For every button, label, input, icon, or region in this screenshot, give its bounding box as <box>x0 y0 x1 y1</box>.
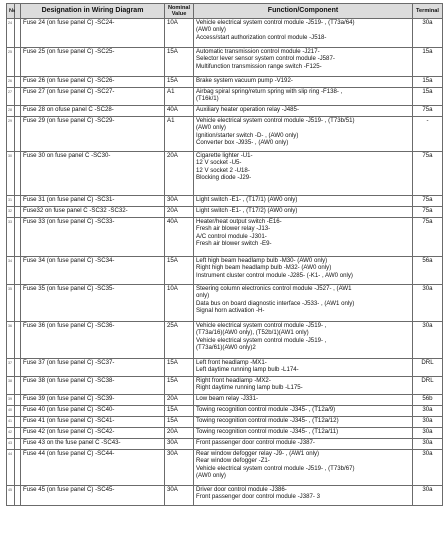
row-number: 42 <box>7 428 15 439</box>
fuse-function <box>194 377 413 395</box>
fuse-terminal: 30a <box>413 417 443 428</box>
row-number: 36 <box>7 322 15 359</box>
function-line: A/C control module -J301- <box>196 232 267 240</box>
fuse-terminal: DRL <box>413 377 443 395</box>
function-line: (T73a/61)(AW0 only)2 <box>196 343 256 351</box>
fuse-rating: 20A <box>165 428 194 439</box>
table-row <box>7 218 443 257</box>
fuse-designation: Fuse 25 (on fuse panel C) -SC25- <box>21 48 165 77</box>
function-line: Fresh air blower switch -E9- <box>196 239 272 247</box>
fuse-designation: Fuse 28 on ofuse panel C -SC28- <box>21 106 165 117</box>
function-line: Selector lever sensor system control module -J587- <box>196 55 335 63</box>
function-line: (T16k/1) <box>196 95 219 103</box>
fuse-rating: 15A <box>165 257 194 285</box>
function-line: Auxiliary heater operation relay -J485- <box>196 106 299 113</box>
table-row <box>7 207 443 218</box>
table-row <box>7 196 443 207</box>
table-row <box>7 117 443 152</box>
fuse-rating: 30A <box>165 439 194 450</box>
fuse-terminal: 15a <box>413 77 443 88</box>
header-terminal: Terminal <box>413 4 443 19</box>
fuse-rating: A1 <box>165 88 194 106</box>
fuse-rating: 15A <box>165 359 194 377</box>
fuse-rating: 15A <box>165 417 194 428</box>
function-line: Left front headlamp -MX1- <box>196 359 267 366</box>
function-line: Multifunction transmission range switch -F125- <box>196 62 322 70</box>
row-number: 29 <box>7 117 15 152</box>
fuse-designation: Fuse 37 (on fuse panel C) -SC37- <box>21 359 165 377</box>
fuse-function <box>194 152 413 196</box>
function-line: Left high beam headlamp bulb -M30- (AW0 only) <box>196 257 328 264</box>
fuse-designation: Fuse 33 (on fuse panel C) -SC33- <box>21 218 165 257</box>
fuse-designation: Fuse 39 (on fuse panel C) -SC39- <box>21 395 165 406</box>
function-line: Light switch -E1- , (T17/2) (AW0 only) <box>196 207 298 214</box>
function-line: Automatic transmission control module -J217- <box>196 48 320 55</box>
function-line: Brake system vacuum pump -V192- <box>196 77 293 84</box>
fuse-rating: 15A <box>165 48 194 77</box>
fuse-terminal: 75a <box>413 207 443 218</box>
fuse-function <box>194 48 413 77</box>
row-number: 39 <box>7 395 15 406</box>
function-line: Driver door control module -J386- <box>196 486 287 493</box>
row-number: 32 <box>7 207 15 218</box>
fuse-rating: 25A <box>165 322 194 359</box>
table-row <box>7 417 443 428</box>
table-row <box>7 19 443 48</box>
fuse-designation: Fuse 42 (on fuse panel C) -SC42- <box>21 428 165 439</box>
fuse-designation: Fuse32 on fuse panel C -SC32 -SC32- <box>21 207 165 218</box>
row-number: 43 <box>7 439 15 450</box>
fuse-terminal: 75a <box>413 106 443 117</box>
function-line: Access/start authorization control module -J518- <box>196 33 327 41</box>
function-line: Low beam relay -J331- <box>196 395 258 402</box>
row-number: 45 <box>7 486 15 506</box>
function-line: Vehicle electrical system control module -J519- , <box>196 336 327 344</box>
fuse-terminal: 30a <box>413 322 443 359</box>
function-line: Rear window defogger -Z1- <box>196 457 270 465</box>
row-number: 40 <box>7 406 15 417</box>
fuse-terminal: 15a <box>413 88 443 106</box>
fuse-designation: Fuse 27 (on fuse panel C) -SC27- <box>21 88 165 106</box>
function-line: Right high beam headlamp bulb -M32- (AW0 only) <box>196 264 332 272</box>
function-line: Fresh air blower relay -J13- <box>196 225 271 233</box>
table-row <box>7 257 443 285</box>
row-number: 31 <box>7 196 15 207</box>
row-number: 27 <box>7 88 15 106</box>
table-row <box>7 48 443 77</box>
row-number: 26 <box>7 77 15 88</box>
fuse-function <box>194 88 413 106</box>
fuse-function <box>194 106 413 117</box>
row-number: 35 <box>7 285 15 322</box>
fuse-function <box>194 257 413 285</box>
fuse-rating: 20A <box>165 207 194 218</box>
table-row <box>7 395 443 406</box>
function-line: 12 V socket -U5- <box>196 159 242 167</box>
function-line: Front passenger door control module -J387- 3 <box>196 493 320 501</box>
function-line: Towing recognition control module -J345- , (T12a/9) <box>196 406 336 413</box>
fuse-terminal: 30a <box>413 406 443 417</box>
fuse-table-body <box>7 19 443 506</box>
function-line: Steering column electronics control module -J527- , (AW1 <box>196 285 352 292</box>
function-line: Left daytime running lamp bulb -L174- <box>196 366 299 374</box>
fuse-terminal: 75a <box>413 196 443 207</box>
function-line: 12 V socket 2 -U18- <box>196 166 250 174</box>
fuse-designation: Fuse 30 on fuse panel C -SC30- <box>21 152 165 196</box>
fuse-function <box>194 218 413 257</box>
fuse-rating: 30A <box>165 486 194 506</box>
function-line: Data bus on board diagnostic interface -J533- , (AW1 only) <box>196 299 355 307</box>
function-line: Heater/heat output switch -E16- <box>196 218 282 225</box>
header-designation: Designation in Wiring Diagram <box>21 4 165 19</box>
fuse-rating: 40A <box>165 218 194 257</box>
function-line: Vehicle electrical system control module -J519- , (T73b/51) <box>196 117 355 124</box>
fuse-designation: Fuse 26 (on fuse panel C) -SC26- <box>21 77 165 88</box>
function-line: Towing recognition control module -J345- , (T12a/12) <box>196 417 339 424</box>
fuse-function <box>194 406 413 417</box>
fuse-designation: Fuse 41 (on fuse panel C) -SC41- <box>21 417 165 428</box>
function-line: (AW0 only) <box>196 26 226 34</box>
fuse-terminal: 56b <box>413 395 443 406</box>
table-header-row <box>7 4 443 19</box>
row-number: 44 <box>7 450 15 486</box>
fuse-function <box>194 285 413 322</box>
fuse-terminal: 75a <box>413 152 443 196</box>
fuse-designation: Fuse 43 on the fuse panel C -SC43- <box>21 439 165 450</box>
fuse-designation: Fuse 29 (on fuse panel C) -SC29- <box>21 117 165 152</box>
row-number: 28 <box>7 106 15 117</box>
table-row <box>7 285 443 322</box>
function-line: Airbag spiral spring/return spring with slip ring -F138- , <box>196 88 343 95</box>
fuse-rating: 30A <box>165 450 194 486</box>
function-line: Towing recognition control module -J345- , (T12a/11) <box>196 428 339 435</box>
fuse-designation: Fuse 38 (on fuse panel C) -SC38- <box>21 377 165 395</box>
table-row <box>7 439 443 450</box>
header-rating: Nominal Value <box>165 4 194 19</box>
header-function: Function/Component <box>194 4 413 19</box>
function-line: Right front headlamp -MX2- <box>196 377 271 384</box>
function-line: Vehicle electrical system control module -J519- , (T73b/67) <box>196 464 355 472</box>
fuse-function <box>194 417 413 428</box>
fuse-rating: 10A <box>165 19 194 48</box>
fuse-function <box>194 359 413 377</box>
function-line: only) <box>196 292 210 300</box>
fuse-rating: 30A <box>165 196 194 207</box>
fuse-designation: Fuse 36 (on fuse panel C) -SC36- <box>21 322 165 359</box>
fuse-rating: A1 <box>165 117 194 152</box>
fuse-terminal: 56a <box>413 257 443 285</box>
row-number: 34 <box>7 257 15 285</box>
table-row <box>7 486 443 506</box>
fuse-rating: 15A <box>165 77 194 88</box>
function-line: Converter box -J935- , (AW0 only) <box>196 138 289 146</box>
function-line: Vehicle electrical system control module -J519- , (T73a/64) <box>196 19 355 26</box>
fuse-rating: 10A <box>165 285 194 322</box>
function-line: (AW0 only) <box>196 124 226 132</box>
table-row <box>7 450 443 486</box>
fuse-function <box>194 450 413 486</box>
fuse-terminal: - <box>413 117 443 152</box>
function-line: (AW0 only) <box>196 471 226 479</box>
row-number: 24 <box>7 19 15 48</box>
fuse-rating: 15A <box>165 406 194 417</box>
fuse-function <box>194 19 413 48</box>
row-number: 37 <box>7 359 15 377</box>
function-line: Instrument cluster control module -J285- (-K1- , AW0 only) <box>196 271 353 279</box>
row-number: 25 <box>7 48 15 77</box>
fuse-designation: Fuse 44 (on fuse panel C) -SC44- <box>21 450 165 486</box>
table-row <box>7 106 443 117</box>
function-line: Front passenger door control module -J387- <box>196 439 315 446</box>
fuse-function <box>194 77 413 88</box>
fuse-rating: 20A <box>165 152 194 196</box>
header-number: № <box>7 4 15 19</box>
fuse-designation: Fuse 40 (on fuse panel C) -SC40- <box>21 406 165 417</box>
function-line: Vehicle electrical system control module -J519- , <box>196 322 327 329</box>
fuse-terminal: 30a <box>413 285 443 322</box>
fuse-rating: 40A <box>165 106 194 117</box>
fuse-terminal: 30a <box>413 19 443 48</box>
fuse-table <box>6 3 443 506</box>
fuse-terminal: 15a <box>413 48 443 77</box>
function-line: Signal horn activation -H- <box>196 306 265 314</box>
table-row <box>7 152 443 196</box>
fuse-table-page <box>6 3 442 506</box>
fuse-function <box>194 322 413 359</box>
fuse-terminal: 75a <box>413 218 443 257</box>
fuse-function <box>194 486 413 506</box>
fuse-terminal: 30a <box>413 486 443 506</box>
function-line: Rear window defogger relay -J9- , (AW1 only) <box>196 450 320 457</box>
fuse-designation: Fuse 45 (on fuse panel C) -SC45- <box>21 486 165 506</box>
table-row <box>7 322 443 359</box>
fuse-rating: 20A <box>165 395 194 406</box>
row-number: 33 <box>7 218 15 257</box>
table-row <box>7 406 443 417</box>
function-line: Right daytime running lamp bulb -L175- <box>196 384 303 392</box>
fuse-function <box>194 207 413 218</box>
fuse-function <box>194 439 413 450</box>
fuse-designation: Fuse 34 (on fuse panel C) -SC34- <box>21 257 165 285</box>
function-line: Blocking diode -J29- <box>196 173 252 181</box>
fuse-function <box>194 395 413 406</box>
function-line: Ignition/starter switch -D- , (AW0 only) <box>196 131 299 139</box>
row-number: 30 <box>7 152 15 196</box>
fuse-terminal: 30a <box>413 439 443 450</box>
table-row <box>7 428 443 439</box>
fuse-function <box>194 428 413 439</box>
function-line: (T73a/16)(AW0 only), (T52b/1)(AW1 only) <box>196 329 309 337</box>
function-line: Cigarette lighter -U1- <box>196 152 253 159</box>
row-number: 38 <box>7 377 15 395</box>
fuse-designation: Fuse 35 (on fuse panel C) -SC35- <box>21 285 165 322</box>
fuse-rating: 15A <box>165 377 194 395</box>
table-row <box>7 359 443 377</box>
fuse-terminal: 30a <box>413 428 443 439</box>
table-row <box>7 88 443 106</box>
row-number: 41 <box>7 417 15 428</box>
fuse-function <box>194 117 413 152</box>
fuse-terminal: 30a <box>413 450 443 486</box>
fuse-designation: Fuse 31 (on fuse panel C) -SC31- <box>21 196 165 207</box>
function-line: Light switch -E1- , (T17/1) (AW0 only) <box>196 196 298 203</box>
fuse-designation: Fuse 24 (on fuse panel C) -SC24- <box>21 19 165 48</box>
fuse-function <box>194 196 413 207</box>
table-row <box>7 77 443 88</box>
fuse-terminal: DRL <box>413 359 443 377</box>
table-row <box>7 377 443 395</box>
